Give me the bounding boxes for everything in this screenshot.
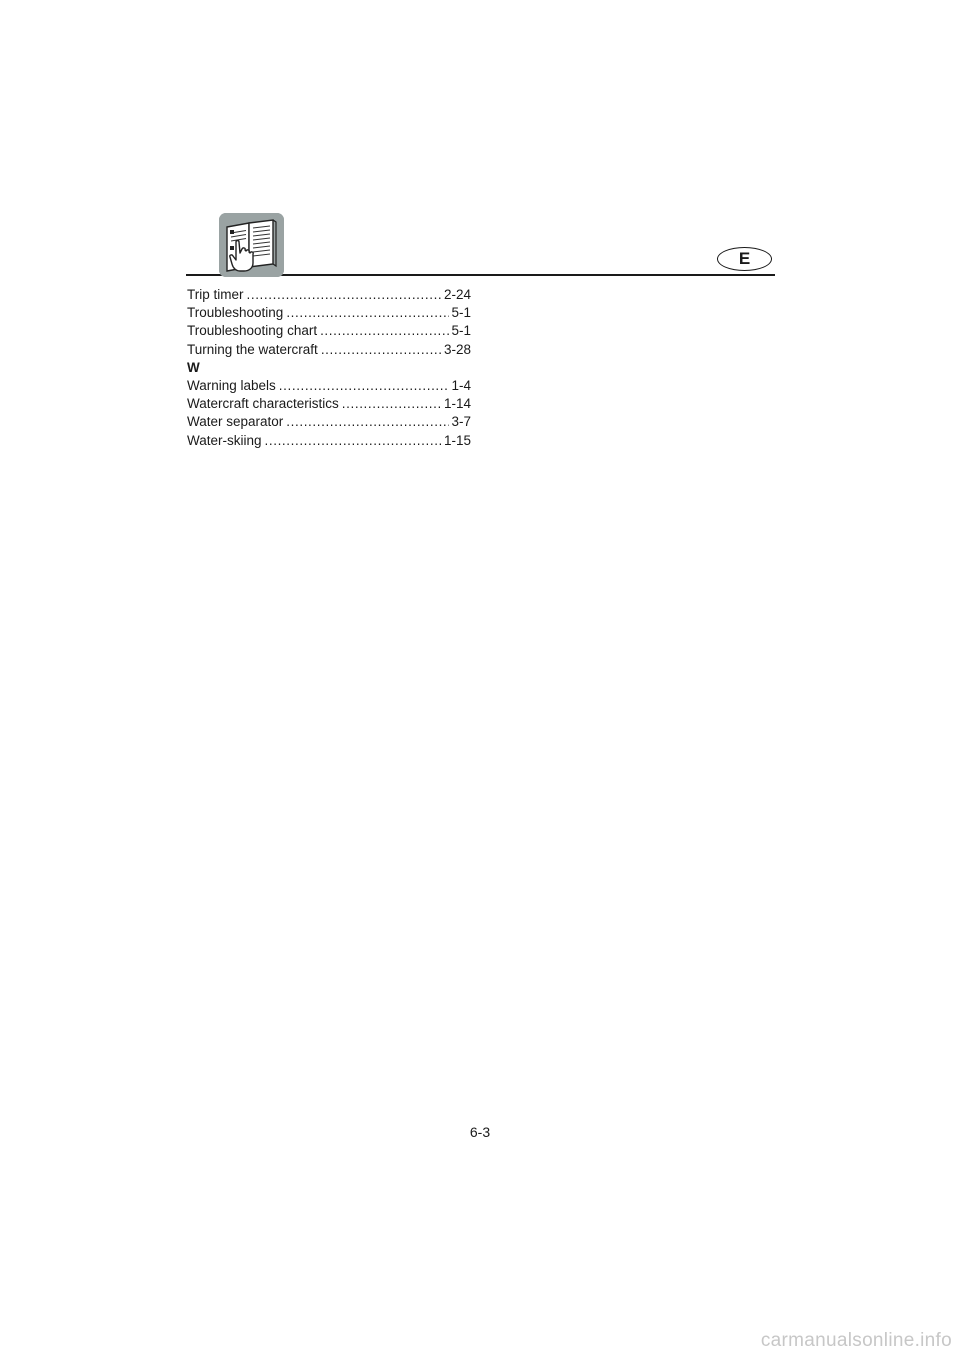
index-entry — [187, 395, 471, 413]
language-badge: E — [717, 247, 772, 271]
index-page-ref: 2-24 — [443, 287, 471, 302]
index-page-ref: 1-15 — [443, 432, 471, 448]
index-page-ref: 5-1 — [451, 323, 471, 339]
index-term: Water separator — [187, 414, 284, 430]
page-number: 6-3 — [469, 1124, 491, 1140]
index-section-letter: W — [187, 359, 200, 375]
index-term: Water-skiing — [187, 432, 262, 448]
dot-leader — [286, 304, 449, 322]
index-term: Turning the watercraft — [187, 341, 318, 357]
dot-leader — [265, 432, 442, 450]
index-entry — [187, 322, 471, 340]
index-page-ref: 1-14 — [443, 396, 471, 412]
index-term: Troubleshooting chart — [187, 323, 318, 339]
dot-leader — [279, 377, 450, 395]
index-term: Watercraft characteristics — [187, 396, 339, 412]
index-entry — [187, 286, 471, 304]
index-list — [187, 286, 471, 450]
index-page-ref: 3-28 — [443, 341, 471, 357]
dot-leader — [247, 286, 442, 304]
dot-leader — [320, 322, 449, 340]
dot-leader — [342, 395, 442, 413]
index-entry — [187, 341, 471, 359]
index-term: Warning labels — [187, 377, 276, 393]
index-entry — [187, 304, 471, 322]
index-page-ref: 1-4 — [451, 377, 471, 393]
watermark: carmanualsonline.info — [760, 1330, 952, 1351]
dot-leader — [286, 413, 449, 431]
index-term: Troubleshooting — [187, 305, 284, 321]
index-entry — [187, 432, 471, 450]
index-term: Trip timer — [187, 287, 244, 302]
index-entry — [187, 413, 471, 431]
index-entry — [187, 377, 471, 395]
dot-leader — [321, 341, 442, 359]
manual-reading-hand-icon — [219, 213, 284, 277]
index-page-ref: 5-1 — [451, 305, 471, 321]
index-page-ref: 3-7 — [451, 414, 471, 430]
